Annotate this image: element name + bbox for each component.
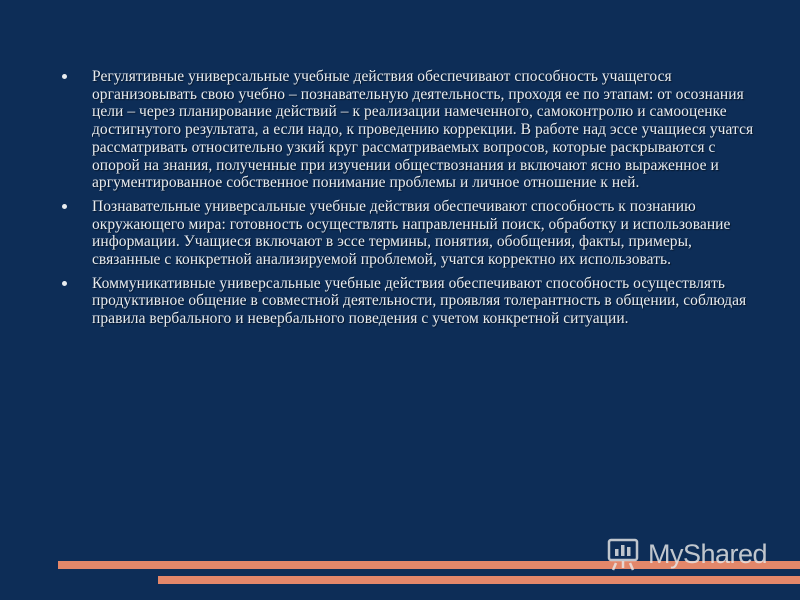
watermark-text: MyShared [648, 539, 768, 569]
bullet-item-cognitive [60, 198, 760, 269]
bullet-list [60, 68, 760, 334]
bullet-text: Коммуникативные универсальные учебные действия обеспечивают способность осуществлять продуктивное общение в совместной деятельности, проявляя толерантность в общении, соблюдая правила вербального и невербального поведения с учетом конкретной ситуации. [92, 274, 747, 328]
bullet-item-regulative [60, 68, 760, 192]
bullet-dot-icon [62, 281, 67, 286]
bullet-text: Регулятивные универсальные учебные действия обеспечивают способность учащегося организовывать свою учебно – познавательную деятельность, проходя ее по этапам: от осознания цели – через планирование действий – к реализации намеченного, самоконтролю и самооценке достигнутого результата, а если надо, к проведению коррекции. В работе над эссе учащиеся учатся рассматривать относительно узкий круг рассматриваемых вопросов, которые раскрываются с опорой на знания, полученные при изучении обществознания и включают ясно выраженное и аргументированное собственное понимание проблемы и личное отношение к ней. [92, 68, 754, 192]
accent-bar-bottom [158, 576, 800, 584]
bullet-text: Познавательные универсальные учебные действия обеспечивают способность к познанию окружающего мира: готовность осуществлять направленный поиск, обработку и использование информации. Учащиеся включают в эссе термины, понятия, обобщения, факты, примеры, связанные с конкретной анализируемой проблемой, учатся корректно их использовать. [92, 197, 731, 269]
watermark [606, 536, 767, 572]
bullet-dot-icon [62, 74, 67, 79]
bullet-item-communicative [60, 275, 760, 328]
myshared-logo-icon [606, 536, 644, 572]
bullet-dot-icon [62, 204, 67, 209]
